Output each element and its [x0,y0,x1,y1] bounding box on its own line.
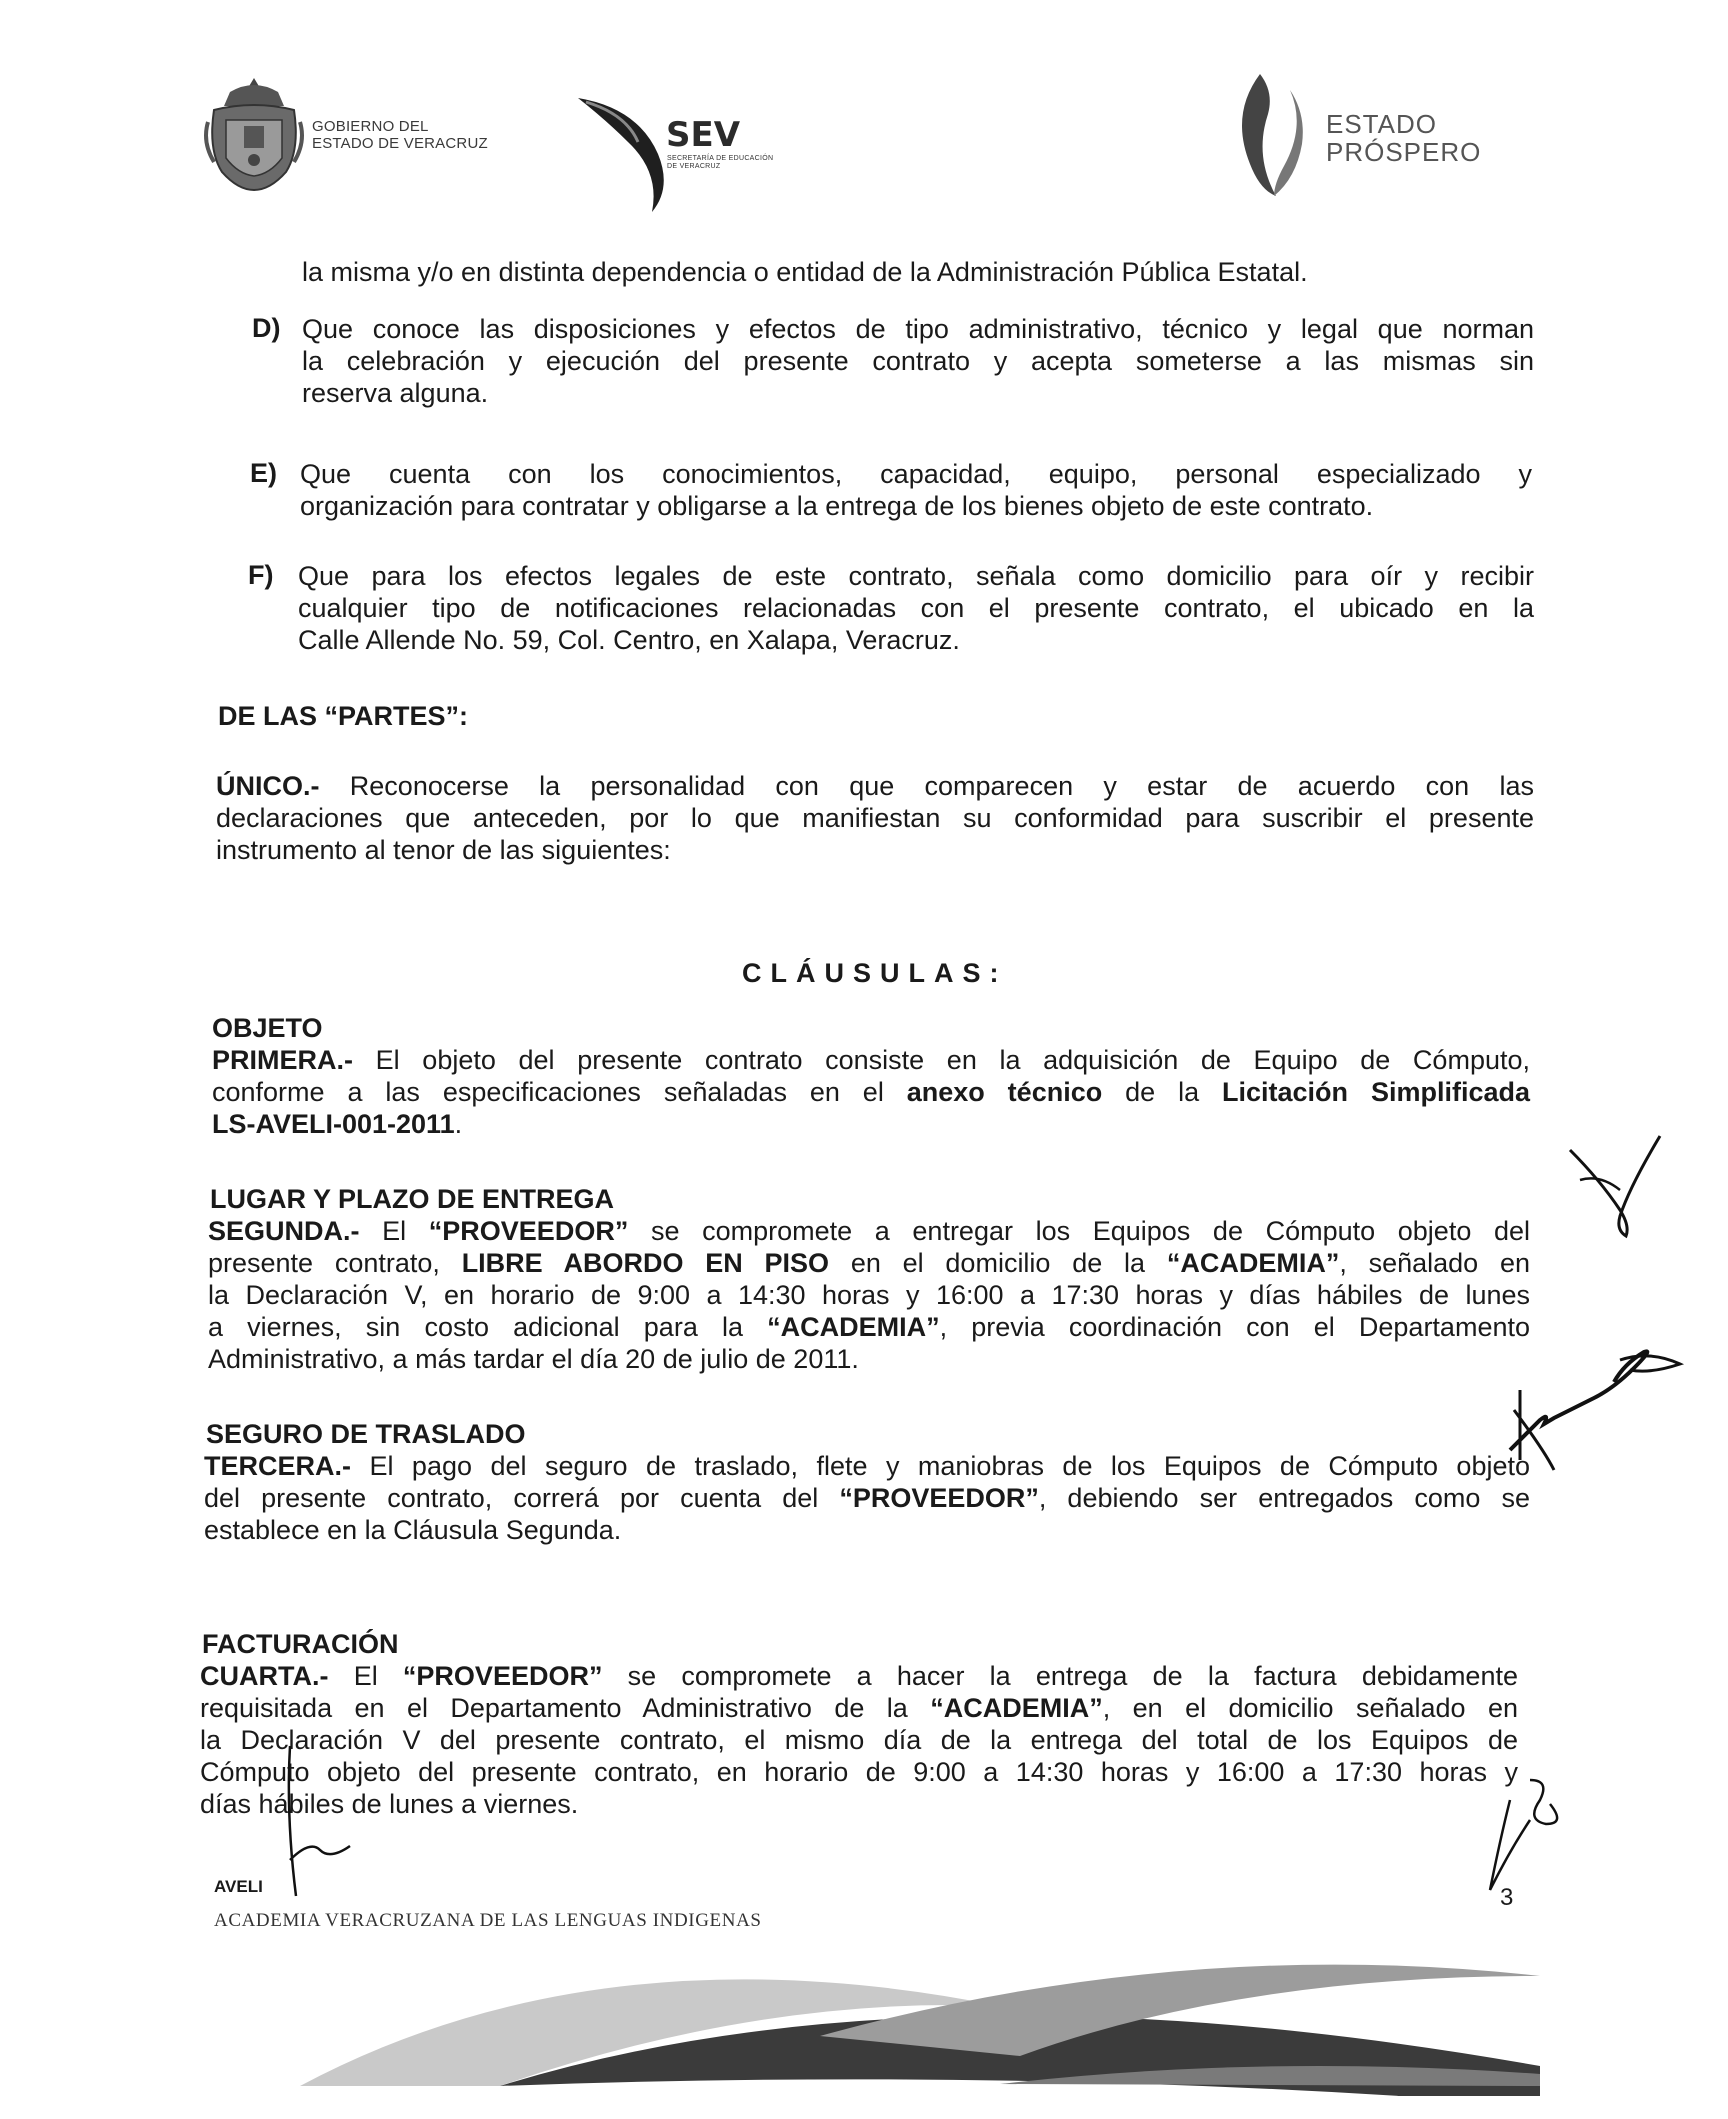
lugar-line-3: la Declaración V, en horario de 9:00 a 14:30 horas y 16:00 a 17:30 horas y días hábiles de lunes [208,1280,1530,1310]
gov-line-1: GOBIERNO DEL [312,118,429,135]
academia-text-3: “ACADEMIA” [930,1693,1103,1723]
facturacion-line-1 [200,1660,1518,1692]
gov-line-2: ESTADO DE VERACRUZ [312,135,488,152]
unico-paragraph [216,770,1534,866]
objeto-paragraph [212,1044,1530,1140]
primera-label: PRIMERA.- [212,1045,353,1075]
estado-line-2: PRÓSPERO [1326,137,1482,167]
item-f-text [298,560,1534,656]
sev-title: SEV [666,115,741,155]
facturacion-line-1-a: El [353,1661,403,1691]
facturacion-line-2-c: , en el domicilio señalado en [1102,1693,1519,1723]
partes-heading: DE LAS “PARTES”: [218,701,469,731]
sev-sub-1: SECRETARÍA DE EDUCACIÓN [667,155,774,162]
academia-text-2: “ACADEMIA” [767,1312,940,1342]
unico-line-1-text: Reconocerse la personalidad con que comparecen y estar de acuerdo con las [349,771,1534,801]
footer-wave-decoration [300,1956,1540,2096]
objeto-line-2-a: conforme a las especificaciones señaladas en el [212,1077,907,1107]
proveedor-text-2: “PROVEEDOR” [839,1483,1039,1513]
item-e-line-2: organización para contratar y obligarse a la entrega de los bienes objeto de este contrato. [300,491,1374,521]
sev-sub-2: DE VERACRUZ [667,163,721,170]
lugar-line-1-a: El [382,1216,429,1246]
lugar-line-5: Administrativo, a más tardar el día 20 de julio de 2011. [208,1344,859,1374]
seguro-heading: SEGURO DE TRASLADO [206,1419,526,1449]
seguro-line-2-a: del presente contrato, correrá por cuenta del [204,1483,840,1513]
facturacion-line-5: días hábiles de lunes a viernes. [200,1789,579,1819]
objeto-line-1 [212,1044,1530,1076]
facturacion-heading: FACTURACIÓN [202,1629,399,1659]
seguro-line-1 [204,1450,1530,1482]
sev-subtitle [667,155,773,171]
objeto-line-2 [212,1076,1530,1108]
facturacion-paragraph [200,1660,1518,1820]
objeto-line-2-c: de la [1102,1077,1223,1107]
objeto-heading: OBJETO [212,1013,323,1043]
facturacion-line-2 [200,1692,1518,1724]
facturacion-line-2-a: requisitada en el Departamento Administrativo de la [200,1693,931,1723]
unico-line-3: instrumento al tenor de las siguientes: [216,835,671,865]
lugar-line-2-e: , señalado en [1339,1248,1531,1278]
item-e-line-1: Que cuenta con los conocimientos, capacidad, equipo, personal especializado y [300,459,1532,489]
item-d-line-3: reserva alguna. [302,378,489,408]
item-d-line-2: la celebración y ejecución del presente contrato y acepta someterse a las mismas sin [302,346,1534,376]
seguro-line-1-text: El pago del seguro de traslado, flete y maniobras de los Equipos de Cómputo objeto [369,1451,1530,1481]
signature-scribble [1500,1330,1700,1480]
objeto-line-1-text: El objeto del presente contrato consiste en la adquisición de Equipo de Cómputo, [375,1045,1530,1075]
estado-prospero-text [1326,110,1481,166]
facturacion-line-1-c: se compromete a hacer la entrega de la factura debidamente [602,1661,1518,1691]
cuarta-label: CUARTA.- [200,1661,329,1691]
tercera-label: TERCERA.- [204,1451,351,1481]
estado-prospero-leaf-icon [1230,70,1310,198]
sev-swoosh-icon [578,94,678,214]
unico-line-2: declaraciones que anteceden, por lo que manifiestan su conformidad para suscribir el presente [216,803,1534,833]
item-d-line-1: Que conoce las disposiciones y efectos de tipo administrativo, técnico y legal que norman [302,314,1534,344]
facturacion-line-4: Cómputo objeto del presente contrato, en horario de 9:00 a 14:30 horas y 16:00 a 17:30 horas y [200,1757,1518,1787]
objeto-line-3-end: . [454,1109,463,1139]
lugar-line-4-c: , previa coordinación con el Departamento [939,1312,1530,1342]
footer-aveli: AVELI [214,1877,263,1896]
clausulas-title: CLÁUSULAS: [742,958,1008,988]
lugar-line-2-c: en el domicilio de la [829,1248,1167,1278]
proveedor-text-1: “PROVEEDOR” [428,1216,629,1246]
seguro-line-2-c: , debiendo ser entregados como se [1038,1483,1530,1513]
item-e-text [300,458,1532,522]
proveedor-text-3: “PROVEEDOR” [402,1661,603,1691]
item-d-text [302,313,1534,409]
page-number: 3 [1500,1884,1514,1911]
unico-line-1 [216,770,1534,802]
lugar-line-1-c: se compromete a entregar los Equipos de Cómputo objeto del [628,1216,1530,1246]
lugar-line-1 [208,1215,1530,1247]
licitacion-text: Licitación Simplificada [1222,1077,1530,1107]
lugar-line-4-a: a viernes, sin costo adicional para la [208,1312,768,1342]
item-f-line-2: cualquier tipo de notificaciones relacionadas con el presente contrato, el ubicado en la [298,593,1534,623]
veracruz-coat-of-arms-icon [200,72,308,192]
estado-line-1: ESTADO [1326,109,1437,139]
signature-x-mark [1560,1130,1670,1240]
seguro-paragraph [204,1450,1530,1546]
header [0,0,1728,230]
lugar-paragraph [208,1215,1530,1375]
unico-label: ÚNICO.- [216,771,320,801]
academia-text-1: “ACADEMIA” [1166,1248,1340,1278]
licitacion-number: LS-AVELI-001-2011 [212,1109,455,1139]
libre-abordo-text: LIBRE ABORDO EN PISO [461,1248,830,1278]
item-f-line-3: Calle Allende No. 59, Col. Centro, en Xalapa, Veracruz. [298,625,960,655]
seguro-line-3: establece en la Cláusula Segunda. [204,1515,622,1545]
seguro-line-2 [204,1482,1530,1514]
signature-bottom-right [1470,1760,1570,1910]
segunda-label: SEGUNDA.- [208,1216,360,1246]
item-f-line-1: Que para los efectos legales de este contrato, señala como domicilio para oír y recibir [298,561,1534,591]
lugar-heading: LUGAR Y PLAZO DE ENTREGA [210,1184,615,1214]
government-name [312,118,488,152]
facturacion-line-3: la Declaración V del presente contrato, el mismo día de la entrega del total de los Equipos de [200,1725,1518,1755]
item-letter-f: F) [248,560,274,590]
lugar-line-4 [208,1311,1530,1343]
item-letter-e: E) [250,458,277,488]
lugar-line-2 [208,1247,1530,1279]
signature-bottom-left [250,1740,370,1920]
intro-line: la misma y/o en distinta dependencia o entidad de la Administración Pública Estatal. [302,257,1308,287]
lugar-line-2-a: presente contrato, [208,1248,462,1278]
footer-academia-name: ACADEMIA VERACRUZANA DE LAS LENGUAS INDIGENAS [214,1910,762,1931]
objeto-line-3 [212,1108,1530,1140]
item-letter-d: D) [252,313,281,343]
anexo-tecnico-text: anexo técnico [906,1077,1103,1107]
